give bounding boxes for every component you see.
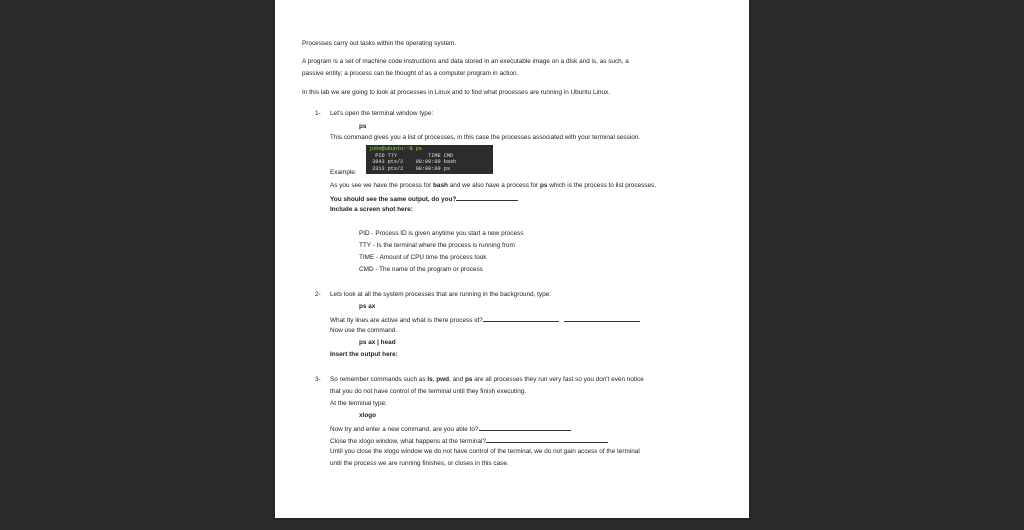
after-text-a: As you see we have the process for — [330, 182, 434, 189]
step3-line1b: are all processes they run very fast so you don't even notice — [472, 376, 644, 383]
step2-number: 2- — [315, 291, 321, 298]
step3-until-2: until the process we are running finishes, or closes in this case. — [330, 460, 509, 467]
answer-blank-4[interactable] — [479, 424, 571, 431]
screenshot-instruction: Include a screen shot here: — [330, 206, 413, 213]
step3-question-1 — [330, 424, 571, 434]
step2-command-1: ps ax — [359, 303, 376, 310]
answer-blank-3[interactable] — [564, 315, 640, 322]
terminal-header: PID TTY TIME CMD — [369, 152, 454, 159]
step1-number: 1- — [315, 110, 321, 117]
step2-insert: Insert the output here: — [330, 351, 398, 358]
terminal-row-ps: 3313 pts/2 00:00:00 ps — [369, 165, 450, 172]
document-page — [275, 0, 749, 518]
step2-question — [330, 315, 640, 325]
step3-number: 3- — [315, 376, 321, 383]
terminal-prompt: john@ubuntu:~$ ps — [369, 146, 422, 152]
step3-q2-text: Close the xlogo window, what happens at the terminal? — [330, 438, 486, 445]
intro-line-2a: A program is a set of machine code instructions and data stored in an executable image on a disk and is, as such, a — [302, 58, 629, 65]
step3-command: xlogo — [359, 412, 377, 419]
step3-line-1 — [330, 376, 644, 384]
step1-question — [330, 194, 518, 204]
step3-terminal-type: At the terminal type: — [330, 400, 387, 407]
def-cmd: CMD - The name of the program or process — [359, 266, 483, 273]
step2-text: Lets look at all the system processes that are running in the background, type: — [330, 291, 551, 298]
intro-line-2b: passive entity; a process can be thought of as a computer program in action. — [302, 70, 519, 77]
after-text-c: and we also have a process for — [447, 182, 540, 189]
step3-q1-text: Now try and enter a new command, are you able to? — [330, 426, 479, 433]
step3-question-2 — [330, 436, 608, 446]
intro-line-1: Processes carry out tasks within the operating system. — [302, 40, 457, 47]
terminal-row-bash: 3843 pts/2 00:00:00 bash — [369, 159, 457, 166]
step3-line1a: So remember commands such as — [330, 376, 428, 383]
step3-comma: , — [432, 376, 437, 383]
def-tty: TTY - Is the terminal where the process is running from — [359, 242, 515, 249]
step1-question-text: You should see the same output, do you? — [330, 196, 457, 203]
after-ps: ps — [539, 182, 548, 189]
step3-line-2: that you do not have control of the terminal until they finish executing. — [330, 388, 527, 395]
step2-question-text: What tty lines are active and what is there process id? — [330, 317, 483, 324]
step1-description: This command gives you a list of processes, in this case the processes associated with your terminal session. — [330, 134, 641, 141]
cmd-ls: ls — [427, 376, 433, 383]
after-bash: bash — [433, 182, 448, 189]
example-label: Example: — [330, 169, 357, 176]
step3-and: , and — [449, 376, 466, 383]
step2-now: Now use the command. — [330, 327, 398, 334]
step3-until-1: Until you close the xlogo window we do not have control of the terminal, we do not gain access of the terminal — [330, 448, 640, 455]
step1-text: Let's open the terminal window type: — [330, 110, 434, 117]
cmd-pwd: pwd — [436, 376, 450, 383]
def-time: TIME - Amount of CPU time the process took — [359, 254, 487, 261]
answer-blank-2[interactable] — [483, 315, 559, 322]
step2-command-2: ps ax | head — [359, 339, 396, 346]
after-text-d: which is the process to list processes. — [547, 182, 657, 189]
step1-after-text — [330, 182, 656, 190]
answer-blank-5[interactable] — [486, 436, 608, 443]
terminal-example — [366, 145, 493, 174]
cmd-ps: ps — [465, 376, 473, 383]
intro-line-3: In this lab we are going to look at processes in Linux and to find what processes are running in Ubuntu Linux. — [302, 89, 611, 96]
step1-command: ps — [359, 123, 367, 130]
def-pid: PID - Process ID is given anytime you start a new process — [359, 230, 524, 237]
answer-blank-1[interactable] — [456, 194, 518, 201]
